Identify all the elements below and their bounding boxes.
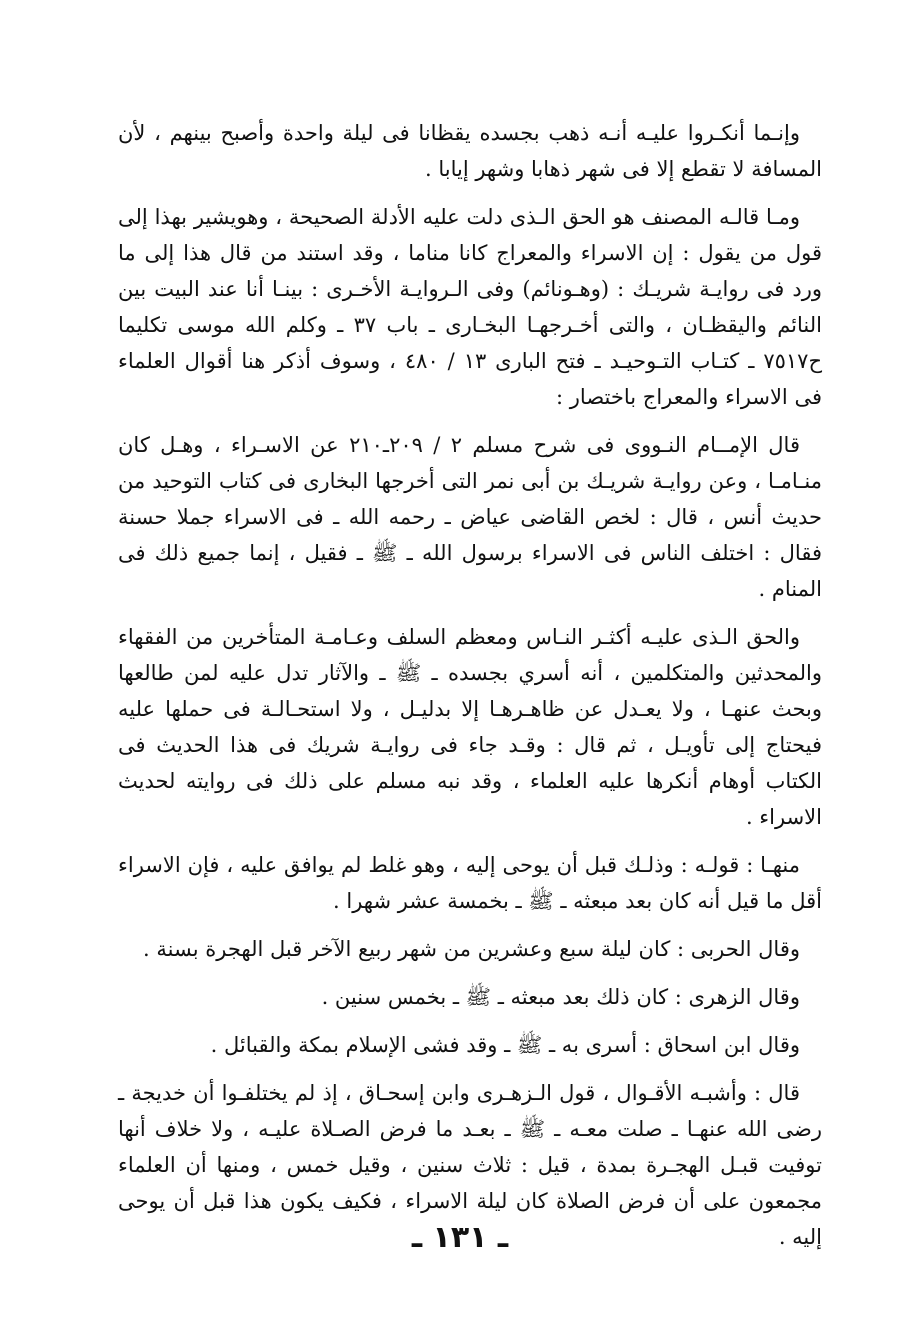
paragraph-5: منهـا : قولـه : وذلـك قبل أن يوحى إليه ، وهو غلط لم يوافق عليه ، فإن الاسراء أقل ما قيل أنه كان بعد مبعثه ـ ﷺ ـ بخمسة عشر شهرا .: [118, 853, 822, 913]
page-number: ـ ١٣١ ـ: [411, 1220, 509, 1255]
paragraph-2: ومـا قالـه المصنف هو الحق الـذى دلت عليه الأدلة الصحيحة ، وهويشير بهذا إلى قول من يقول : إن الاسراء والمعراج كانا مناما ، وقد استند من قال هذا إلى ما ورد فى روايـة شريـك : (وهـونائم) وفى الـروايـة الأخـرى : بينـا أنا عند البيت بين النائم واليقظـان ، والتى أخـرجهـا البخـارى ـ باب ٣٧ ـ وكلم الله موسى تكليما ح٧٥١٧ ـ كتـاب التـوحيـد ـ فتح البارى ١٣ / ٤٨٠ ، وسوف أذكر هنا أقوال العلماء فى الاسراء والمعراج باختصار :: [118, 205, 822, 409]
paragraph-1: وإنـما أنكـروا عليـه أنـه ذهب بجسده يقظانا فى ليلة واحدة وأصبح بينهم ، لأن المسافة لا تقطع إلا فى شهر ذهابا وشهر إيابا .: [118, 121, 822, 181]
paragraph-3: قال الإمــام النـووى فى شرح مسلم ٢ / ٢٠٩ـ٢١٠ عن الاسـراء ، وهـل كان منـامـا ، وعن روايـة شريـك بن أبى نمر التى أخرجها البخارى فى كتاب التوحيد من حديث أنس ، قال : لخص القاضى عياض ـ رحمه الله ـ فى الاسراء جملا حسنة فقال : اختلف الناس فى الاسراء برسول الله ـ ﷺ ـ فقيل ، إنما جميع ذلك فى المنام .: [118, 433, 822, 601]
body-text: [118, 115, 822, 1267]
paragraph-6: وقال الحربى : كان ليلة سبع وعشرين من شهر ربيع الآخر قبل الهجرة بسنة .: [143, 937, 800, 961]
paragraph-8: وقال ابن اسحاق : أسرى به ـ ﷺ ـ وقد فشى الإسلام بمكة والقبائل .: [210, 1033, 800, 1057]
paragraph-7: وقال الزهرى : كان ذلك بعد مبعثه ـ ﷺ ـ بخمس سنين .: [321, 985, 800, 1009]
paragraph-9: قال : وأشبـه الأقـوال ، قول الـزهـرى وابن إسحـاق ، إذ لم يختلفـوا أن خديجة ـ رضى الله عنهـا ـ صلت معـه ـ ﷺ ـ بعـد ما فرض الصـلاة عليـه ، ولا خلاف أنها توفيت قبـل الهجـرة بمدة ، قيل : ثلاث سنين ، وقيل خمس ، ومنها أن العلماء مجمعون على أن فرض الصلاة كان ليلة الاسراء ، فكيف يكون هذا قبل أن يوحى إليه .: [118, 1081, 822, 1249]
paragraph-4: والحق الـذى عليـه أكثـر النـاس ومعظم السلف وعـامـة المتأخرين من الفقهاء والمحدثين والمتكلمين ، أنه أسري بجسده ـ ﷺ ـ والآثار تدل عليه لمن طالعها وبحث عنهـا ، ولا يعـدل عن ظاهـرهـا إلا بدليـل ، ولا استحـالـة فى حملها عليه فيحتاج إلى تأويـل ، ثم قال : وقـد جاء فى روايـة شريك فى هذا الحديث فى الكتاب أوهام أنكرها عليه العلماء ، وقد نبه مسلم على ذلك فى روايته لحديث الاسراء .: [118, 625, 822, 829]
